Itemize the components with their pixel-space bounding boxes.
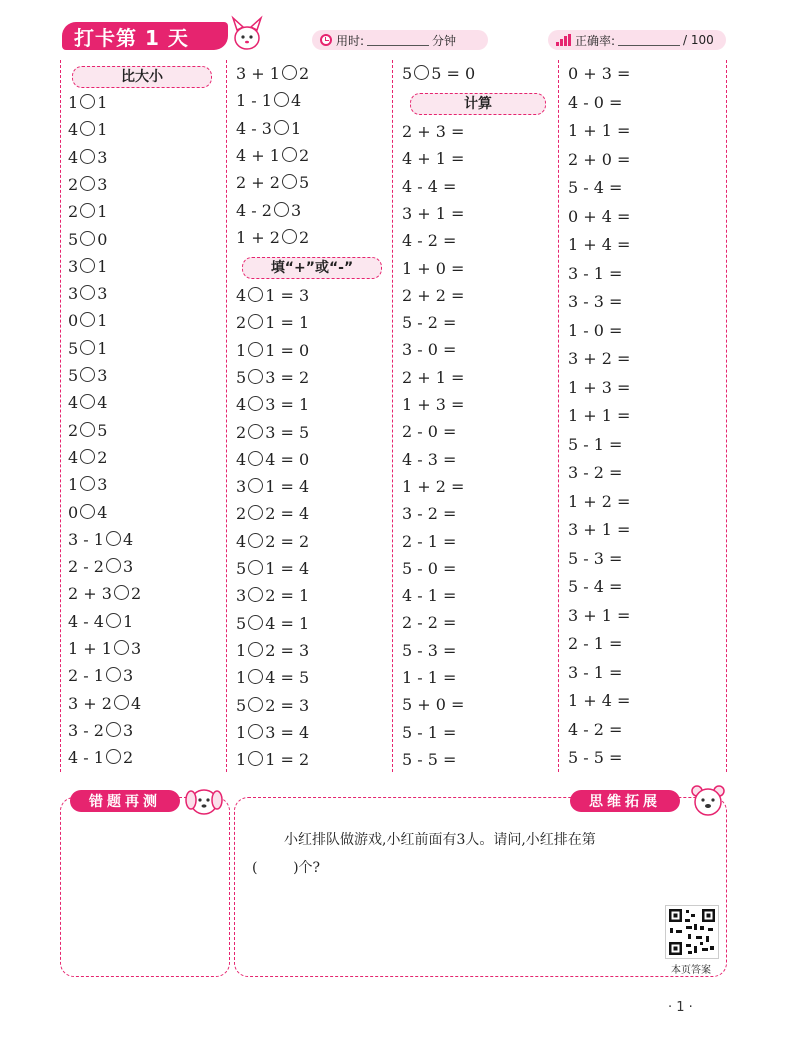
expr-right: 5 [97, 420, 108, 440]
answer-circle[interactable] [248, 478, 263, 493]
column-calc-2 [568, 60, 723, 772]
expr-right: 3 = 2 [265, 367, 310, 387]
answer-circle[interactable] [80, 231, 95, 246]
calc-problem[interactable]: 2 - 2 = [402, 613, 457, 633]
calc-problem[interactable]: 1 - 1 = [402, 668, 457, 687]
expr-left: 4 [68, 120, 79, 140]
expr-right: 4 [290, 91, 302, 111]
expr-right: 3 [122, 720, 134, 740]
answer-circle[interactable] [80, 394, 95, 409]
expr-left: 2 [236, 422, 247, 442]
expr-right: 3 [122, 666, 134, 686]
time-blank[interactable] [367, 34, 429, 46]
compare-problem [68, 338, 107, 360]
compare-problem [236, 90, 301, 112]
expr-left: 0 [68, 311, 79, 331]
compare-problem [402, 63, 475, 85]
expr-left: 2 - 1 [68, 666, 104, 686]
calc-problem[interactable]: 4 + 1 = [402, 149, 465, 169]
compare-problem [236, 227, 309, 249]
expr-left: 5 [236, 559, 247, 578]
answer-circle[interactable] [414, 65, 429, 80]
answer-circle[interactable] [80, 149, 95, 164]
expr-right: 4 [122, 529, 134, 549]
compare-problem [68, 392, 107, 414]
day-banner: 打卡第 1 天 [62, 22, 228, 50]
section-title-calc: 计算 [410, 93, 546, 115]
answer-circle[interactable] [248, 314, 263, 329]
expr-left: 3 [236, 586, 247, 606]
expr-right: 2 [130, 584, 142, 604]
puppy-mascot-icon [182, 780, 226, 822]
expr-left: 1 + 2 [236, 227, 280, 247]
calc-problem[interactable]: 5 + 0 = [402, 695, 465, 715]
grid-divider-2 [392, 60, 393, 772]
expr-right: 3 [122, 557, 134, 577]
expr-right: 4 = 0 [265, 449, 310, 469]
answer-circle[interactable] [106, 749, 121, 764]
compare-problem [236, 118, 301, 140]
compare-problem [68, 693, 141, 715]
calc-problem[interactable]: 1 + 2 = [568, 491, 631, 511]
compare-problem [236, 722, 309, 744]
expr-left: 3 + 1 [236, 64, 280, 83]
calc-problem[interactable]: 3 + 1 = [402, 203, 465, 223]
expr-left: 2 [68, 420, 79, 440]
expr-left: 3 [68, 256, 79, 276]
calc-problem[interactable]: 1 + 1 = [568, 406, 631, 425]
review-box [60, 797, 230, 977]
accuracy-blank[interactable] [618, 34, 680, 46]
answer-circle[interactable] [80, 94, 95, 109]
answer-circle[interactable] [80, 312, 95, 327]
answer-circle[interactable] [114, 695, 129, 710]
compare-problem [236, 585, 309, 607]
answer-circle[interactable] [80, 476, 95, 491]
expr-left: 1 [236, 668, 247, 688]
answer-circle[interactable] [106, 613, 121, 628]
answer-circle[interactable] [248, 669, 263, 684]
expr-left: 5 [236, 695, 247, 715]
calc-problem[interactable]: 3 - 3 = [568, 292, 623, 311]
calc-problem[interactable]: 2 + 0 = [568, 149, 631, 169]
compare-problem [68, 174, 107, 196]
grid-border-left [60, 60, 61, 772]
expr-left: 2 + 3 [68, 584, 112, 604]
calc-problem[interactable]: 4 - 2 = [402, 231, 457, 251]
expr-right: 3 = 4 [265, 722, 310, 742]
calc-problem[interactable]: 3 + 1 = [568, 605, 631, 625]
compare-problem [68, 365, 107, 387]
expr-right: 2 [97, 447, 108, 467]
compare-problem [68, 92, 107, 114]
answer-circle[interactable] [248, 287, 263, 302]
expr-left: 0 [68, 502, 79, 522]
compare-problem [68, 256, 107, 278]
answer-circle[interactable] [80, 340, 95, 355]
question-line-1: 小红排队做游戏,小红前面有3人。请问,小红排在第 [284, 832, 596, 848]
expr-right: 1 [97, 120, 108, 140]
page-number: · 1 · [668, 1000, 693, 1015]
calc-problem[interactable]: 2 - 1 = [568, 634, 623, 653]
expr-left: 3 - 1 [68, 529, 104, 549]
compare-problem [68, 502, 107, 524]
compare-problem [236, 367, 309, 389]
calc-problem[interactable]: 0 + 3 = [568, 64, 631, 83]
accuracy-total: / 100 [683, 33, 714, 47]
expr-right: 3 [290, 200, 302, 220]
compare-problem [68, 529, 133, 551]
expr-left: 5 [68, 366, 79, 385]
expr-left: 4 + 1 [236, 145, 280, 165]
compare-problem [236, 531, 309, 553]
expr-right: 1 = 4 [265, 559, 310, 578]
expr-right: 2 [122, 748, 134, 768]
compare-problem [236, 695, 309, 717]
calc-problem[interactable]: 2 + 2 = [402, 285, 465, 305]
answer-circle[interactable] [80, 422, 95, 437]
expr-right: 3 = 1 [265, 395, 310, 415]
calc-problem[interactable]: 1 - 0 = [568, 320, 623, 340]
expr-right: 4 [97, 502, 108, 522]
expr-right: 1 [97, 256, 108, 276]
expr-right: 1 [290, 118, 302, 138]
compare-problem [68, 201, 107, 223]
answer-circle[interactable] [80, 504, 95, 519]
answer-circle[interactable] [80, 258, 95, 273]
calc-problem[interactable]: 5 - 1 = [568, 434, 623, 454]
calc-problem[interactable]: 3 + 1 = [568, 520, 631, 539]
answer-circle[interactable] [248, 587, 263, 602]
answer-circle[interactable] [248, 369, 263, 384]
calc-problem[interactable]: 2 + 1 = [402, 367, 465, 387]
bar-chart-icon [556, 34, 571, 46]
compare-problem [236, 749, 309, 771]
compare-problem [68, 147, 107, 169]
compare-problem [236, 172, 309, 194]
expr-right: 1 [97, 93, 108, 112]
answer-circle[interactable] [114, 585, 129, 600]
calc-problem[interactable]: 1 + 1 = [568, 121, 631, 140]
expr-right: 1 = 2 [265, 750, 310, 770]
compare-problem [68, 747, 133, 769]
section-title-compare: 比大小 [72, 66, 212, 88]
calc-problem[interactable]: 5 - 3 = [402, 640, 457, 660]
answer-circle[interactable] [106, 667, 121, 682]
expr-right: 2 = 1 [265, 586, 310, 606]
calc-problem[interactable]: 5 - 0 = [402, 558, 457, 578]
compare-problem [236, 476, 309, 498]
expr-right: 2 = 4 [265, 504, 310, 524]
qr-caption: 本页答案 [671, 965, 711, 976]
expr-left: 1 [68, 475, 79, 495]
expr-left: 5 [68, 229, 79, 249]
calc-problem[interactable]: 1 + 3 = [402, 395, 465, 414]
expr-left: 1 [236, 722, 247, 742]
expr-left: 5 [236, 367, 247, 387]
answer-circle[interactable] [248, 424, 263, 439]
compare-problem [68, 474, 107, 496]
compare-problem [236, 340, 309, 362]
compare-problem [68, 119, 107, 141]
compare-problem [68, 420, 107, 442]
column-calc-1 [402, 60, 557, 772]
expr-left: 1 [68, 93, 79, 112]
answer-circle[interactable] [248, 451, 263, 466]
expr-right: 3 [97, 475, 108, 495]
calc-problem[interactable]: 3 - 1 = [568, 263, 623, 283]
calc-problem[interactable]: 1 + 3 = [568, 377, 631, 397]
answer-circle[interactable] [248, 642, 263, 657]
calc-problem[interactable]: 4 - 4 = [402, 176, 457, 196]
expr-left: 3 [68, 284, 79, 304]
answer-circle[interactable] [248, 724, 263, 739]
time-unit: 分钟 [432, 33, 457, 48]
column-compare [68, 60, 223, 772]
expr-right: 2 = 3 [265, 640, 310, 660]
answer-circle[interactable] [114, 640, 129, 655]
expr-left: 4 - 1 [68, 748, 104, 768]
answer-circle[interactable] [248, 342, 263, 357]
expr-right: 2 = 2 [265, 531, 310, 551]
answer-circle[interactable] [80, 203, 95, 218]
calc-problem[interactable]: 5 - 1 = [402, 722, 457, 742]
expr-right: 3 [97, 174, 108, 194]
expr-right: 3 [130, 639, 142, 658]
expr-right: 1 = 3 [265, 286, 310, 305]
expr-left: 2 - 2 [68, 557, 104, 577]
expr-left: 4 [68, 447, 79, 467]
compare-problem [236, 285, 309, 307]
answer-circle[interactable] [248, 697, 263, 712]
calc-problem[interactable]: 5 - 3 = [568, 548, 623, 568]
expr-right: 3 = 5 [265, 422, 310, 442]
compare-problem [236, 422, 309, 444]
compare-problem [236, 613, 309, 635]
calc-problem[interactable]: 4 - 0 = [568, 92, 623, 112]
expr-right: 5 = 0 [431, 64, 476, 83]
calc-problem[interactable]: 4 - 3 = [402, 449, 457, 469]
calc-problem[interactable]: 1 + 2 = [402, 476, 465, 496]
calc-problem[interactable]: 5 - 5 = [402, 749, 457, 769]
compare-problem [68, 556, 133, 578]
expr-left: 4 - 4 [68, 611, 104, 631]
expr-left: 4 - 3 [236, 118, 272, 138]
compare-problem [236, 63, 309, 85]
calc-problem[interactable]: 3 - 2 = [568, 463, 623, 482]
expr-left: 4 [236, 286, 247, 305]
calc-problem[interactable]: 5 - 4 = [568, 577, 623, 596]
calc-problem[interactable]: 4 - 1 = [402, 586, 457, 606]
compare-problem [236, 640, 309, 662]
calc-problem[interactable]: 5 - 5 = [568, 748, 623, 767]
compare-problem [236, 312, 309, 334]
expr-left: 5 [68, 338, 79, 358]
expr-right: 4 = 1 [265, 613, 310, 633]
section-title-fill: 填“+”或“-” [242, 257, 382, 279]
expr-left: 4 [236, 531, 247, 551]
mascot-icon [228, 14, 266, 56]
extend-box [234, 797, 727, 977]
compare-problem [68, 310, 107, 332]
compare-problem [236, 200, 301, 222]
answer-circle[interactable] [80, 121, 95, 136]
question-line-2: ( )个? [252, 860, 321, 876]
answer-circle[interactable] [248, 533, 263, 548]
calc-problem[interactable]: 1 + 4 = [568, 235, 631, 254]
calc-problem[interactable]: 4 - 2 = [568, 719, 623, 739]
expr-right: 3 [97, 366, 108, 385]
review-tag: 错题再测 [70, 790, 180, 812]
expr-right: 1 = 4 [265, 477, 310, 497]
compare-problem [236, 449, 309, 471]
accuracy-label: 正确率: [575, 33, 616, 48]
expr-left: 2 [236, 313, 247, 333]
answer-circle[interactable] [248, 751, 263, 766]
answer-circle[interactable] [282, 174, 297, 189]
answer-circle[interactable] [274, 120, 289, 135]
answer-circle[interactable] [248, 396, 263, 411]
expr-left: 2 + 2 [236, 173, 280, 193]
compare-problem [236, 558, 309, 580]
clock-icon [320, 34, 332, 46]
calc-problem[interactable]: 3 - 0 = [402, 340, 457, 360]
expr-right: 0 [97, 229, 108, 249]
expr-right: 1 [97, 338, 108, 358]
compare-problem [236, 503, 309, 525]
compare-problem [68, 283, 107, 305]
expr-left: 3 - 2 [68, 720, 104, 740]
compare-problem [236, 145, 309, 167]
grid-divider-1 [226, 60, 227, 772]
calc-problem[interactable]: 2 - 1 = [402, 531, 457, 551]
answer-circle[interactable] [106, 558, 121, 573]
expr-right: 5 [298, 173, 310, 193]
expr-left: 3 [236, 477, 247, 497]
calc-problem[interactable]: 3 + 2 = [568, 349, 631, 368]
grid-divider-3 [558, 60, 559, 772]
expr-left: 1 [236, 340, 247, 360]
expr-left: 4 [68, 147, 79, 167]
time-label: 用时: [336, 33, 365, 48]
compare-problem [236, 394, 309, 416]
expr-right: 1 [97, 311, 108, 331]
time-field[interactable] [312, 30, 488, 50]
answer-circle[interactable] [282, 65, 297, 80]
compare-problem [68, 611, 133, 633]
expr-right: 1 = 0 [265, 340, 310, 360]
compare-problem [236, 667, 309, 689]
extend-question [252, 826, 712, 882]
calc-problem[interactable]: 1 + 4 = [568, 691, 631, 710]
qr-code-icon[interactable] [665, 905, 719, 959]
expr-right: 1 [97, 202, 108, 222]
calc-problem[interactable]: 5 - 2 = [402, 313, 457, 333]
compare-problem [68, 447, 107, 469]
expr-right: 4 [130, 693, 142, 713]
extend-tag: 思维拓展 [570, 790, 680, 812]
calc-problem[interactable]: 0 + 4 = [568, 206, 631, 226]
expr-right: 2 = 3 [265, 695, 310, 715]
column-compare-fill [236, 60, 391, 772]
expr-right: 2 [298, 145, 310, 165]
answer-circle[interactable] [80, 176, 95, 191]
compare-problem [68, 665, 133, 687]
expr-left: 1 + 1 [68, 639, 112, 658]
answer-circle[interactable] [282, 229, 297, 244]
calc-problem[interactable]: 3 - 2 = [402, 504, 457, 524]
expr-left: 4 [236, 395, 247, 415]
grid-border-right [726, 60, 727, 772]
top-cropped-header [0, 0, 790, 8]
answer-circle[interactable] [274, 202, 289, 217]
calc-problem[interactable]: 2 + 3 = [402, 122, 465, 141]
expr-left: 5 [402, 64, 413, 83]
expr-right: 4 [97, 393, 108, 413]
expr-right: 3 [97, 147, 108, 167]
expr-right: 2 [298, 64, 310, 83]
expr-left: 3 + 2 [68, 693, 112, 713]
answer-circle[interactable] [80, 367, 95, 382]
compare-problem [68, 229, 107, 251]
expr-left: 1 [236, 750, 247, 770]
calc-problem[interactable]: 2 - 0 = [402, 422, 457, 442]
bear-mascot-icon [688, 782, 728, 822]
answer-circle[interactable] [80, 285, 95, 300]
expr-left: 4 [236, 449, 247, 469]
expr-left: 4 [68, 393, 79, 413]
expr-right: 3 [97, 284, 108, 304]
expr-left: 2 [68, 202, 79, 222]
answer-circle[interactable] [274, 92, 289, 107]
expr-right: 4 = 5 [265, 668, 310, 688]
answer-circle[interactable] [106, 722, 121, 737]
answer-circle[interactable] [106, 531, 121, 546]
calc-problem[interactable]: 5 - 4 = [568, 178, 623, 197]
calc-problem[interactable]: 3 - 1 = [568, 662, 623, 682]
answer-circle[interactable] [248, 615, 263, 630]
answer-circle[interactable] [282, 147, 297, 162]
expr-left: 4 - 2 [236, 200, 272, 220]
expr-left: 2 [68, 174, 79, 194]
expr-right: 2 [298, 227, 310, 247]
expr-left: 2 [236, 504, 247, 524]
answer-circle[interactable] [248, 560, 263, 575]
answer-circle[interactable] [80, 449, 95, 464]
compare-problem [68, 583, 141, 605]
expr-right: 1 = 1 [265, 313, 310, 333]
compare-problem [68, 638, 141, 660]
expr-left: 1 - 1 [236, 91, 272, 111]
expr-left: 1 [236, 640, 247, 660]
expr-left: 5 [236, 613, 247, 633]
answer-circle[interactable] [248, 505, 263, 520]
calc-problem[interactable]: 1 + 0 = [402, 258, 465, 278]
accuracy-field[interactable] [548, 30, 726, 50]
expr-right: 1 [122, 611, 134, 631]
compare-problem [68, 720, 133, 742]
